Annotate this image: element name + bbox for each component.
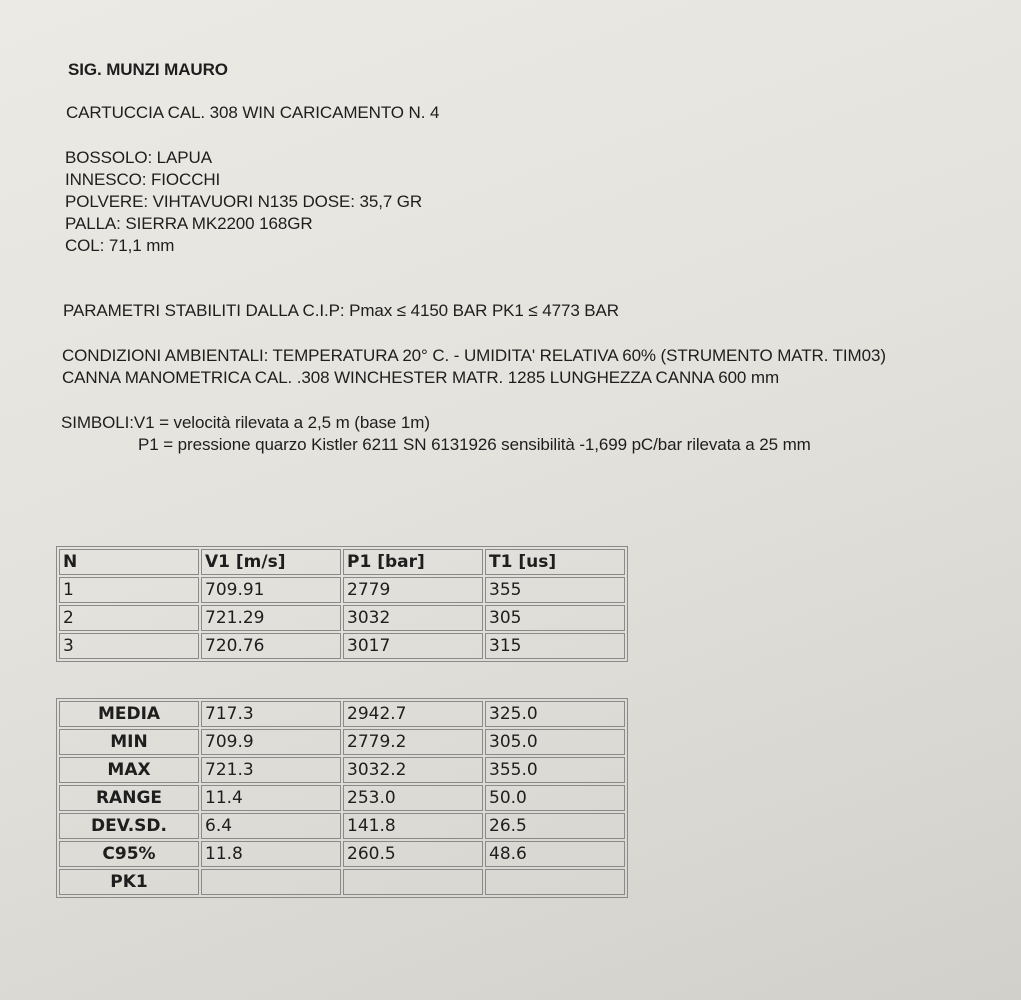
cip-parameters: PARAMETRI STABILITI DALLA C.I.P: Pmax ≤ 4150 BAR PK1 ≤ 4773 BAR: [63, 301, 619, 320]
stat-label: MIN: [59, 729, 199, 755]
table-cell: 3032: [343, 605, 483, 631]
table-cell: 48.6: [485, 841, 625, 867]
table-row: [59, 701, 625, 727]
table-cell: 253.0: [343, 785, 483, 811]
table-cell: 717.3: [201, 701, 341, 727]
table-cell: 50.0: [485, 785, 625, 811]
symbols-line-2: P1 = pressione quarzo Kistler 6211 SN 6131926 sensibilità -1,699 pC/bar rilevata a 25 mm: [138, 435, 811, 454]
table-cell: 721.29: [201, 605, 341, 631]
table-cell: 2779.2: [343, 729, 483, 755]
table-cell: [343, 869, 483, 895]
table-row: [59, 577, 625, 603]
table-cell: 3017: [343, 633, 483, 659]
cartridge-title: CARTUCCIA CAL. 308 WIN CARICAMENTO N. 4: [66, 103, 440, 122]
table-row: [59, 757, 625, 783]
stat-label: RANGE: [59, 785, 199, 811]
table-cell: 3: [59, 633, 199, 659]
table-cell: 2: [59, 605, 199, 631]
table-row: [59, 633, 625, 659]
shots-table: [56, 546, 628, 662]
stat-label: DEV.SD.: [59, 813, 199, 839]
header-cell: P1 [bar]: [343, 549, 483, 575]
bullet-line: PALLA: SIERRA MK2200 168GR: [65, 214, 313, 233]
stats-table: [56, 698, 628, 898]
client-name: SIG. MUNZI MAURO: [68, 60, 228, 79]
stat-label: PK1: [59, 869, 199, 895]
conditions-line-2: CANNA MANOMETRICA CAL. .308 WINCHESTER MATR. 1285 LUNGHEZZA CANNA 600 mm: [62, 368, 780, 387]
table-header-row: [59, 549, 625, 575]
stat-label: MEDIA: [59, 701, 199, 727]
table-cell: 355.0: [485, 757, 625, 783]
table-cell: 720.76: [201, 633, 341, 659]
table-row: [59, 729, 625, 755]
table-cell: 11.8: [201, 841, 341, 867]
table-cell: 325.0: [485, 701, 625, 727]
conditions-line-1: CONDIZIONI AMBIENTALI: TEMPERATURA 20° C. - UMIDITA' RELATIVA 60% (STRUMENTO MATR. TIM03): [62, 346, 886, 365]
header-cell: V1 [m/s]: [201, 549, 341, 575]
case-line: BOSSOLO: LAPUA: [65, 148, 212, 167]
table-cell: 260.5: [343, 841, 483, 867]
table-cell: 721.3: [201, 757, 341, 783]
table-cell: 709.9: [201, 729, 341, 755]
table-row: [59, 605, 625, 631]
table-cell: 2779: [343, 577, 483, 603]
table-cell: [201, 869, 341, 895]
table-row: [59, 813, 625, 839]
header-cell: T1 [us]: [485, 549, 625, 575]
stat-label: C95%: [59, 841, 199, 867]
table-row: [59, 841, 625, 867]
table-cell: 355: [485, 577, 625, 603]
table-row: [59, 869, 625, 895]
primer-line: INNESCO: FIOCCHI: [65, 170, 221, 189]
table-cell: 709.91: [201, 577, 341, 603]
table-cell: 26.5: [485, 813, 625, 839]
table-row: [59, 785, 625, 811]
table-cell: [485, 869, 625, 895]
table-cell: 1: [59, 577, 199, 603]
powder-line: POLVERE: VIHTAVUORI N135 DOSE: 35,7 GR: [65, 192, 423, 211]
symbols-line-1: SIMBOLI:V1 = velocità rilevata a 2,5 m (base 1m): [61, 413, 430, 432]
stat-label: MAX: [59, 757, 199, 783]
table-cell: 315: [485, 633, 625, 659]
table-cell: 141.8: [343, 813, 483, 839]
table-cell: 305.0: [485, 729, 625, 755]
table-cell: 3032.2: [343, 757, 483, 783]
table-cell: 6.4: [201, 813, 341, 839]
header-cell: N: [59, 549, 199, 575]
table-cell: 305: [485, 605, 625, 631]
table-cell: 2942.7: [343, 701, 483, 727]
col-line: COL: 71,1 mm: [65, 236, 175, 255]
table-cell: 11.4: [201, 785, 341, 811]
